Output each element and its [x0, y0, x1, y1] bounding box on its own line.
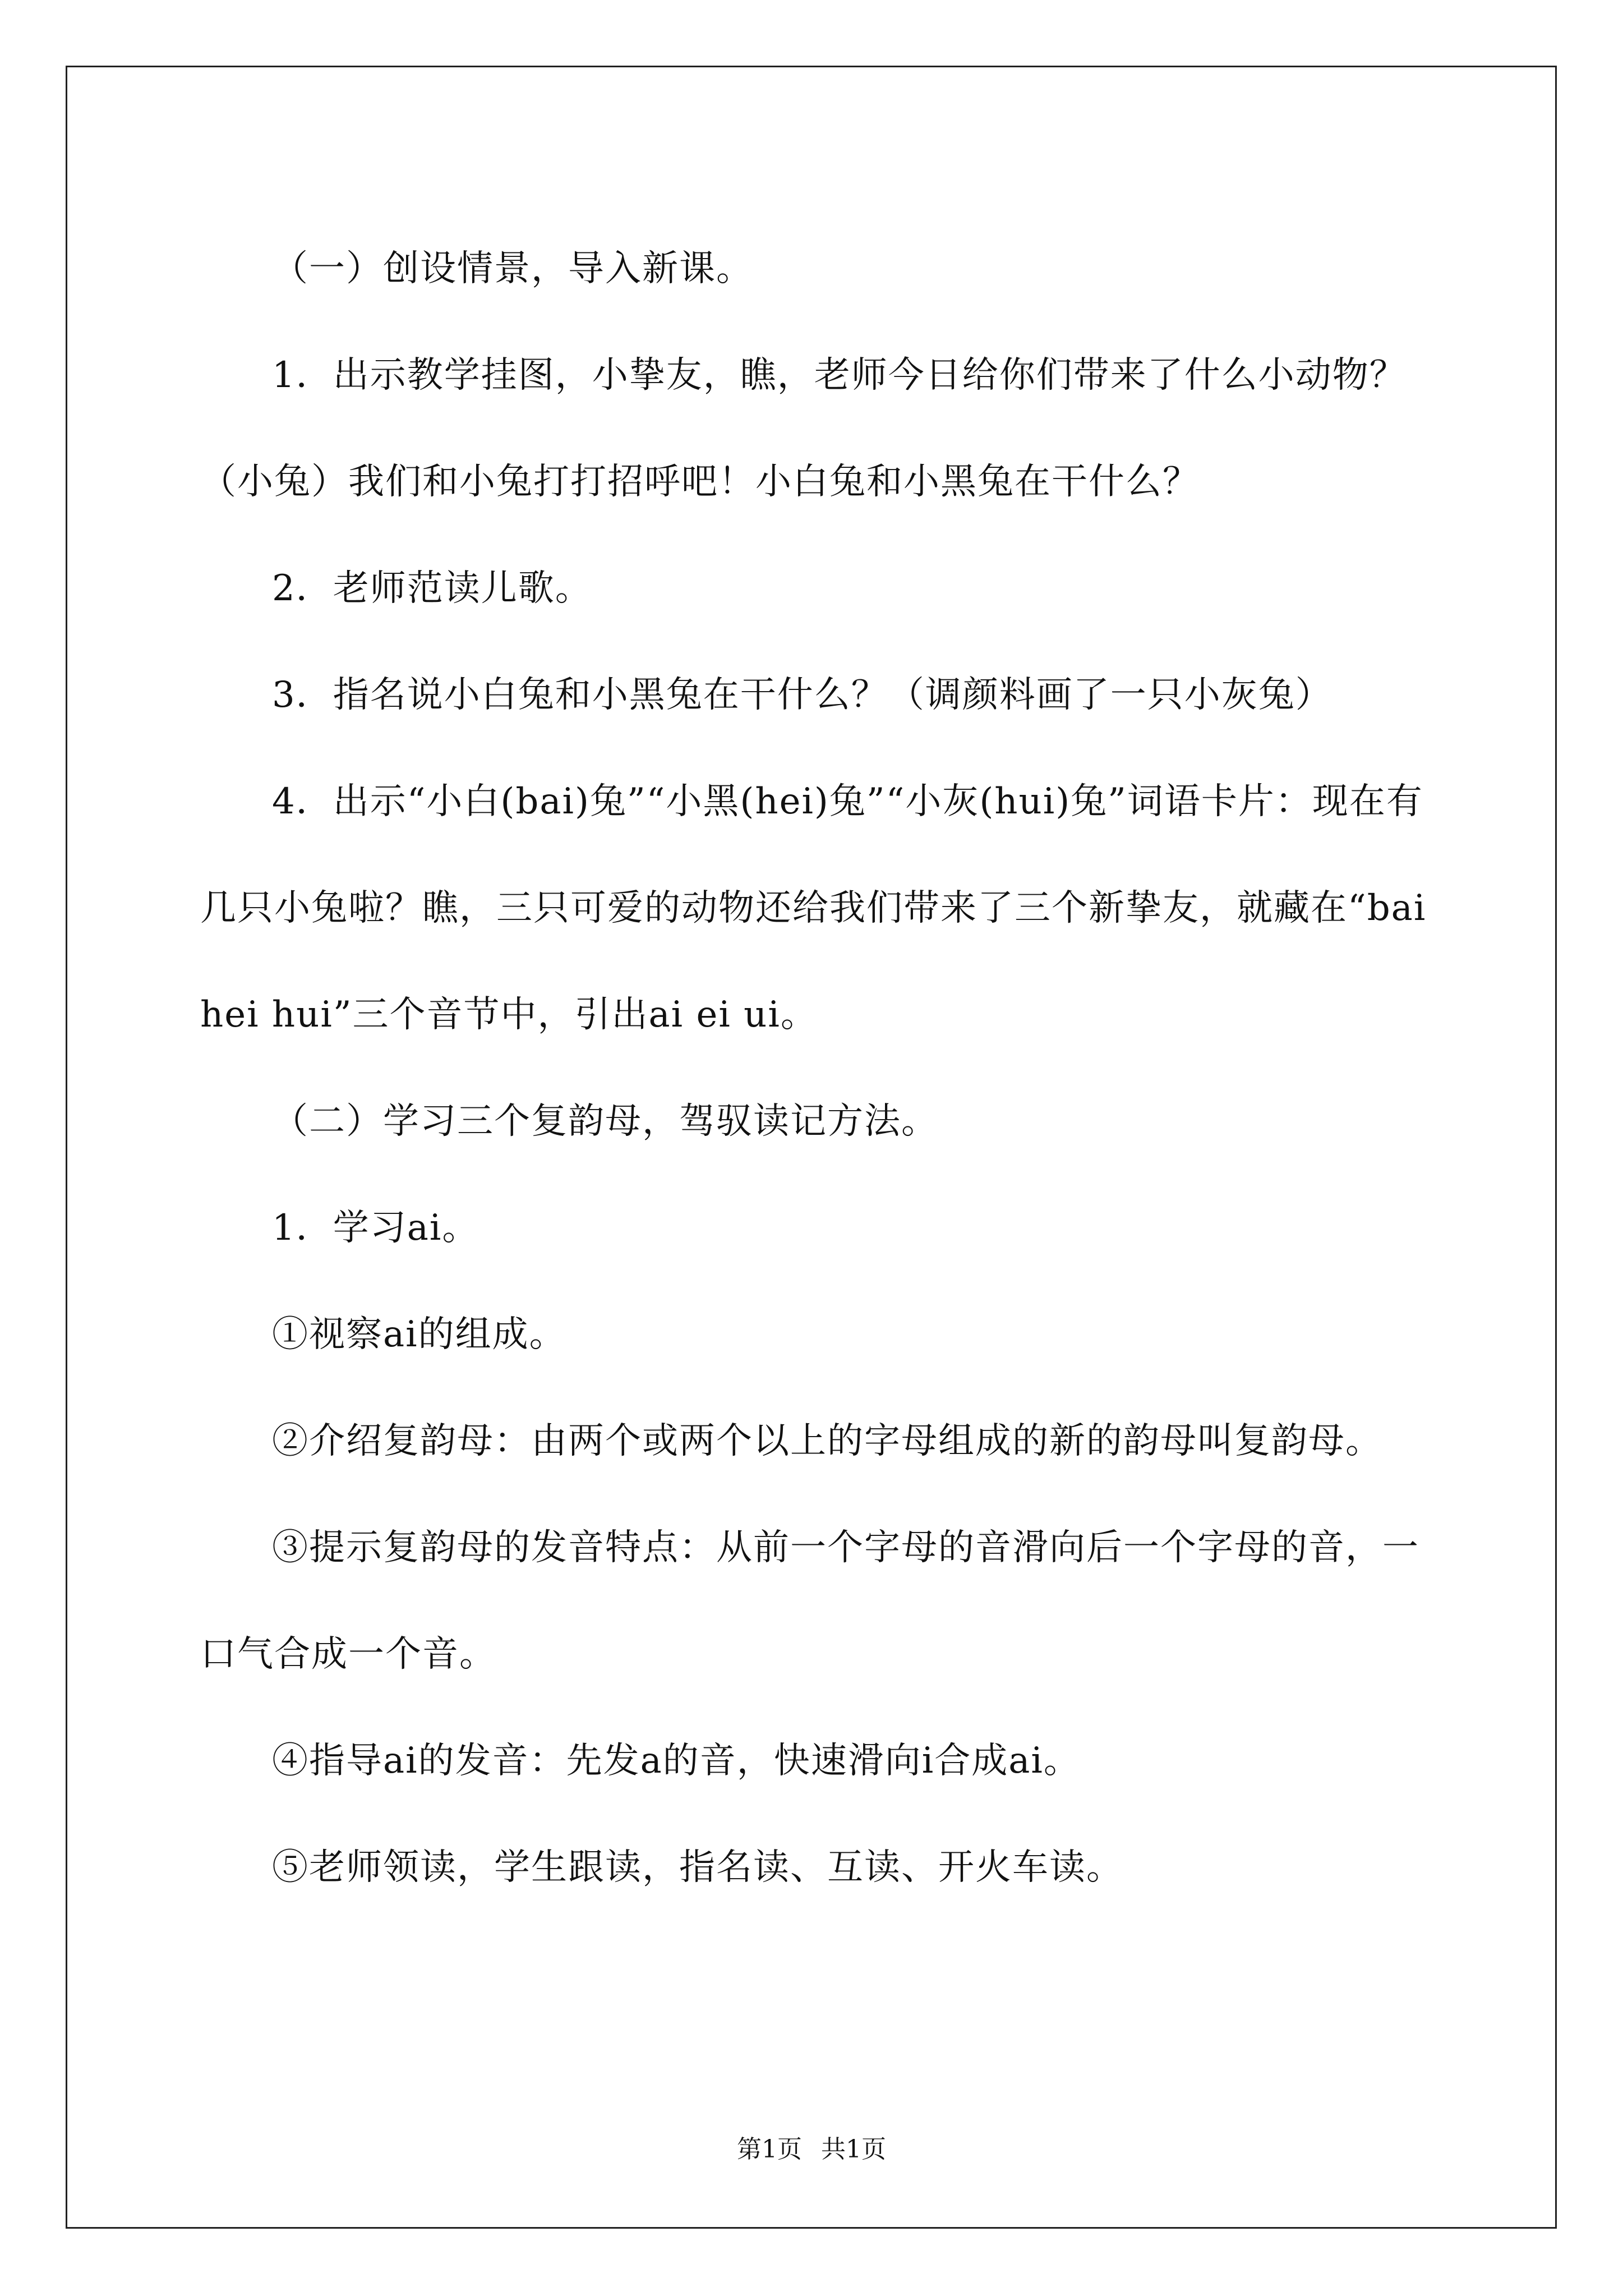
paragraph-section-1-heading: （一）创设情景，导入新课。 — [272, 248, 753, 289]
paragraph-prompt: ③提示复韵母的发音特点：从前一个字母的音滑向后一个字母的音，一口气合成一个音。 — [200, 1527, 1419, 1675]
paragraph-step-3: 3．指名说小白兔和小黑兔在干什么？（调颜料画了一只小灰兔） — [272, 674, 1332, 716]
paragraph-step-1: 1．出示教学挂图，小挚友，瞧，老师今日给你们带来了什么小动物？（小兔）我们和小兔打打招呼吧！小白兔和小黑兔在干什么？ — [200, 355, 1407, 503]
paragraph-step-2: 2．老师范读儿歌。 — [272, 568, 592, 609]
document-body — [200, 215, 1434, 1921]
page-footer — [0, 2129, 1623, 2165]
page-total: 共1页 — [821, 2135, 886, 2164]
page-number: 第1页 — [737, 2135, 802, 2164]
paragraph-learn-ai: 1．学习ai。 — [272, 1207, 479, 1249]
paragraph-introduce: ②介绍复韵母：由两个或两个以上的字母组成的新的韵母叫复韵母。 — [272, 1420, 1382, 1462]
paragraph-observe: ①视察ai的组成。 — [272, 1314, 566, 1355]
paragraph-section-2-heading: （二）学习三个复韵母，驾驭读记方法。 — [272, 1101, 938, 1142]
paragraph-guide: ④指导ai的发音：先发a的音，快速滑向i合成ai。 — [272, 1740, 1081, 1782]
paragraph-read: ⑤老师领读，学生跟读，指名读、互读、开火车读。 — [272, 1847, 1123, 1888]
paragraph-step-4: 4．出示“小白(bai)兔”“小黑(hei)兔”“小灰(hui)兔”词语卡片：现在有几只小兔啦？瞧，三只可爱的动物还给我们带来了三个新挚友，就藏在“bai hei hui”三个音节中，引出ai ei ui。 — [200, 781, 1427, 1036]
